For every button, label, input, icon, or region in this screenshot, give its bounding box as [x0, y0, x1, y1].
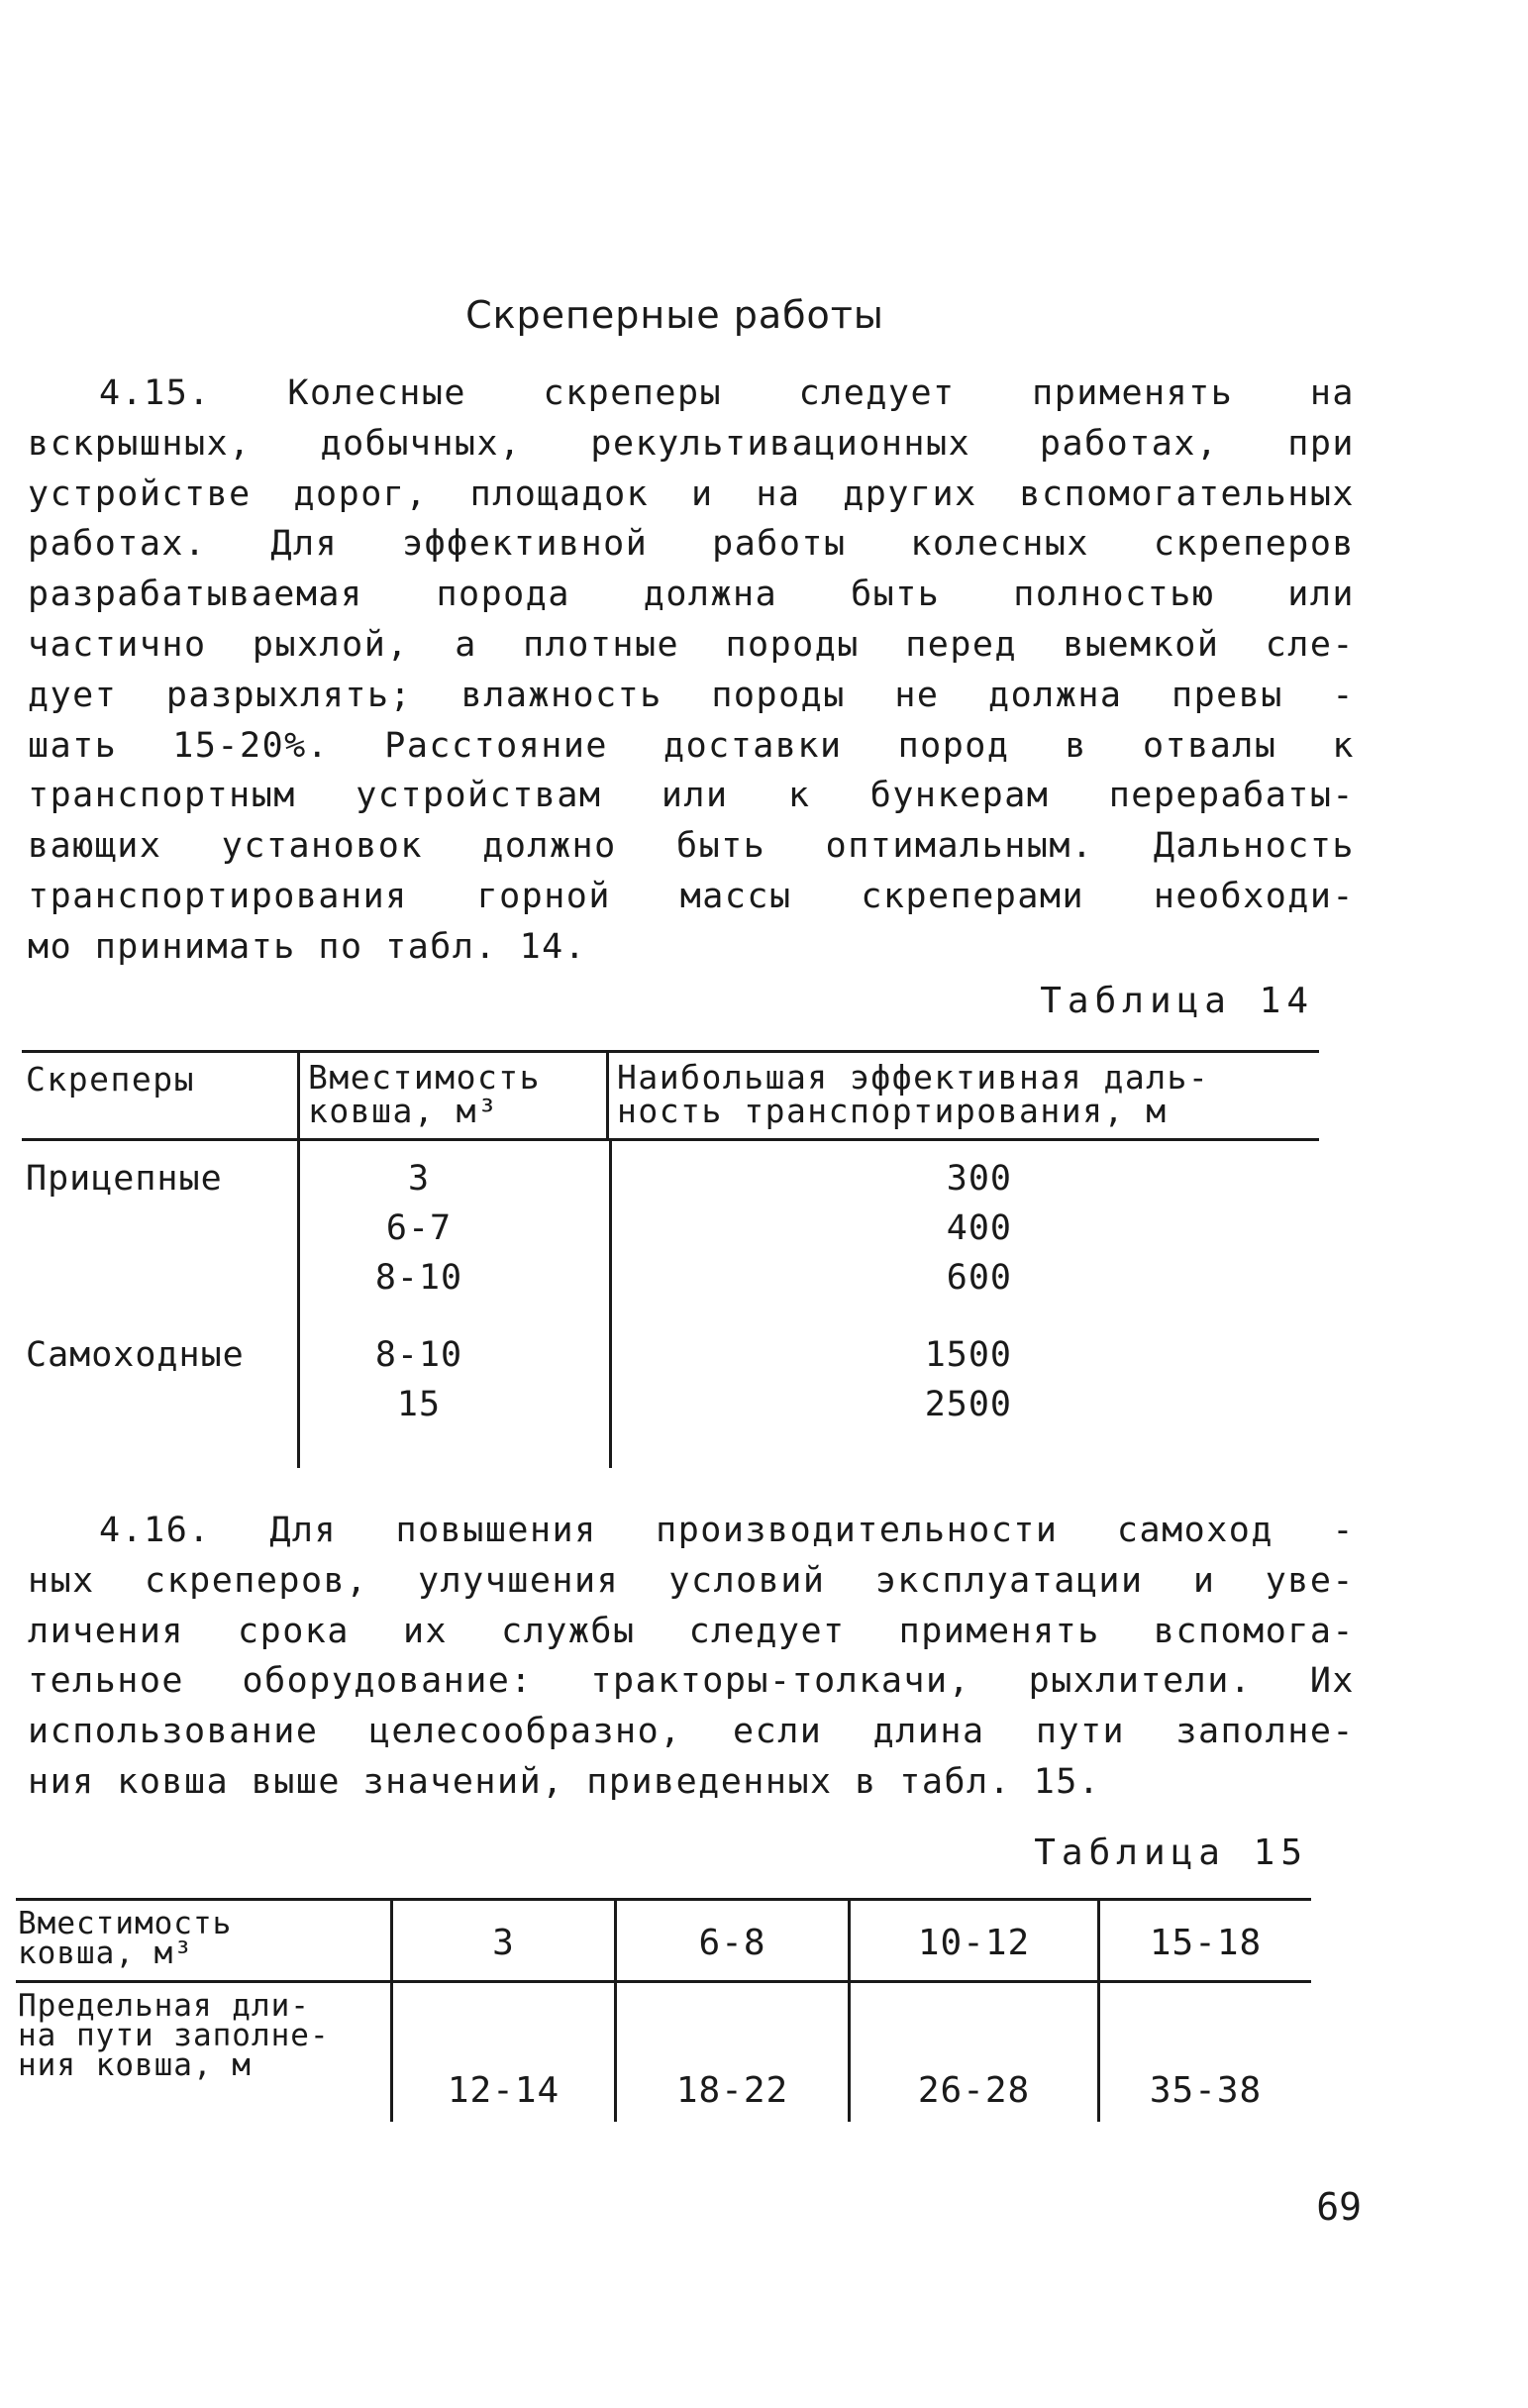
- table-14: [22, 1050, 1319, 1468]
- table-cell: 2500: [924, 1385, 1012, 1424]
- table-cell: 8-10: [374, 1258, 463, 1298]
- group-trailed: Прицепные: [26, 1159, 223, 1199]
- table-cell: [614, 1983, 848, 2122]
- table-15: [16, 1898, 1311, 2122]
- row-label-line: Предельная дли-: [18, 1988, 310, 2024]
- table-cell: 15: [396, 1385, 442, 1424]
- table-row-fill-length: [16, 1983, 1311, 2122]
- text-line: 4.16. Для повышения производительности самоход -: [99, 1511, 1355, 1550]
- text-line: личения срока их службы следует применять вспомога-: [28, 1611, 1355, 1651]
- text-line: вскрышных, добычных, рекультивационных работах, при: [28, 423, 1355, 464]
- table-15-caption: Таблица 15: [1034, 1832, 1308, 1873]
- table-cell: [1097, 1901, 1311, 1980]
- row-label-line: Вместимость: [18, 1906, 233, 1941]
- text-line: транспортным устройствам или к бункерам перерабаты-: [28, 776, 1355, 816]
- table-cell: [848, 1901, 1097, 1980]
- group-self-propelled: Самоходные: [26, 1335, 245, 1375]
- row-label-fill-length: [16, 1983, 390, 2122]
- table-14-caption: Таблица 14: [1040, 981, 1314, 1021]
- text-line: разрабатываемая порода должна быть полностью или: [28, 575, 1355, 615]
- table-cell: [390, 1983, 614, 2122]
- table-cell: [1097, 1983, 1311, 2122]
- table-cell: 8-10: [374, 1335, 463, 1375]
- text-line: работах. Для эффективной работы колесных скреперов: [28, 524, 1355, 565]
- table-cell: 1500: [924, 1335, 1012, 1375]
- column-scrapers: [22, 1141, 297, 1468]
- header-capacity-line1: Вместимость: [308, 1058, 542, 1097]
- table-cell: 6-7: [385, 1208, 453, 1248]
- text-line: шать 15-20%. Расстояние доставки пород в отвалы к: [28, 725, 1355, 766]
- cell-value: 35-38: [1149, 2070, 1263, 2111]
- text-line: ных скреперов, улучшения условий эксплуатации и уве-: [28, 1560, 1355, 1601]
- header-scrapers: Скреперы: [26, 1060, 195, 1099]
- text-line: транспортирования горной массы скреперами необходи-: [28, 876, 1355, 916]
- cell-value: 15-18: [1149, 1923, 1263, 1963]
- text-line: ния ковша выше значений, приведенных в табл. 15.: [28, 1761, 1101, 1802]
- row-label-line: на пути заполне-: [18, 2018, 330, 2053]
- paragraph-4-16: [28, 1506, 1355, 1808]
- section-title: Скреперные работы: [465, 293, 884, 337]
- text-line: частично рыхлой, а плотные породы перед выемкой сле-: [28, 624, 1355, 665]
- table-header-row: [22, 1053, 1319, 1141]
- text-line: тельное оборудование: тракторы-толкачи, рыхлители. Их: [28, 1661, 1355, 1702]
- text-line: мо принимать по табл. 14.: [28, 926, 587, 967]
- cell-value: 3: [492, 1923, 515, 1963]
- page-number: 69: [1316, 2185, 1362, 2229]
- cell-value: 6-8: [698, 1923, 766, 1963]
- table-cell: [614, 1901, 848, 1980]
- paragraph-4-15: [28, 368, 1355, 973]
- header-capacity: [297, 1053, 606, 1138]
- header-distance: [606, 1053, 1319, 1138]
- table-cell: [390, 1901, 614, 1980]
- table-cell: 600: [946, 1258, 1012, 1298]
- text-line: 4.15. Колесные скреперы следует применять на: [99, 373, 1355, 413]
- cell-value: 12-14: [447, 2070, 560, 2111]
- table-cell: 3: [407, 1159, 431, 1199]
- text-line: вающих установок должно быть оптимальным. Дальность: [28, 826, 1355, 867]
- header-distance-line2: ность транспортирования, м: [617, 1092, 1168, 1130]
- cell-value: 26-28: [917, 2070, 1031, 2111]
- table-cell: 300: [946, 1159, 1012, 1199]
- cell-value: 18-22: [675, 2070, 789, 2111]
- header-capacity-line2: ковша, м³: [308, 1092, 499, 1130]
- table-body: [22, 1141, 1319, 1468]
- row-label-capacity: [16, 1901, 390, 1980]
- cell-value: 10-12: [917, 1923, 1031, 1963]
- text-line: дует разрыхлять; влажность породы не должна превы -: [28, 675, 1355, 715]
- table-row-capacity: [16, 1901, 1311, 1983]
- table-cell: [848, 1983, 1097, 2122]
- table-cell: 400: [946, 1208, 1012, 1248]
- column-capacity: [297, 1141, 609, 1468]
- column-distance: [609, 1141, 1319, 1468]
- header-distance-line1: Наибольшая эффективная даль-: [617, 1058, 1210, 1097]
- text-line: использование целесообразно, если длина пути заполне-: [28, 1712, 1355, 1752]
- row-label-line: ковша, м³: [18, 1936, 193, 1971]
- text-line: устройстве дорог, площадок и на других вспомогательных: [28, 473, 1355, 514]
- row-label-line: ния ковша, м: [18, 2047, 252, 2083]
